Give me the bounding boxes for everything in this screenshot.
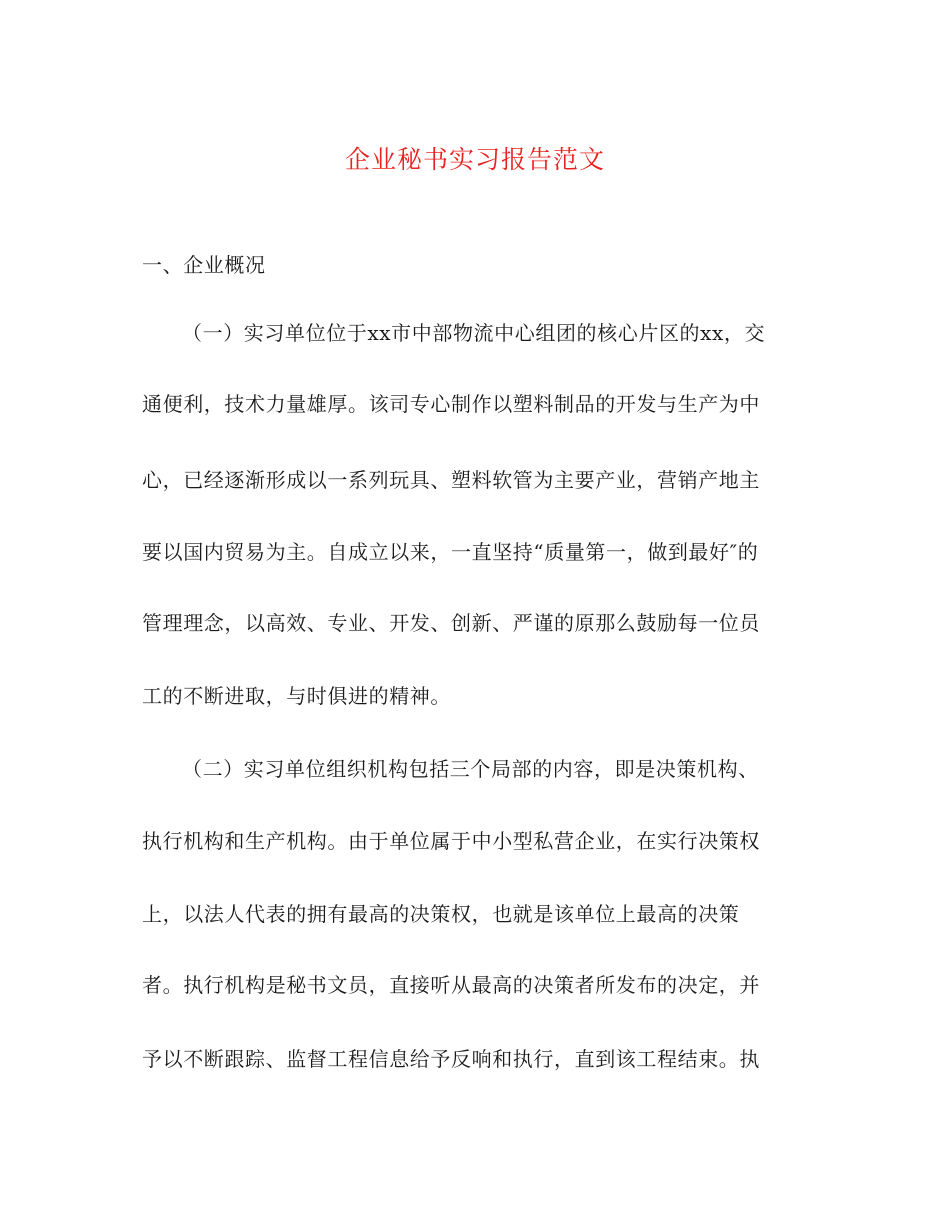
paragraph-line: 工的不断进取，与时俱进的精神。 [142, 684, 451, 708]
paragraph-line: 心，已经逐渐形成以一系列玩具、塑料软管为主要产业，营销产地主 [142, 468, 760, 492]
paragraph-line: 通便利，技术力量雄厚。该司专心制作以塑料制品的开发与生产为中 [142, 392, 760, 416]
paragraph-line: （一）实习单位位于xx市中部物流中心组团的核心片区的xx，交 [182, 321, 766, 345]
paragraph-line: 者。执行机构是秘书文员，直接听从最高的决策者所发布的决定，并 [142, 973, 760, 997]
document-title: 企业秘书实习报告范文 [344, 145, 605, 174]
paragraph-line: 执行机构和生产机构。由于单位属于中小型私营企业，在实行决策权 [142, 829, 760, 853]
paragraph-line: 要以国内贸易为主。自成立以来，一直坚持“质量第一，做到最好″的 [142, 540, 759, 564]
section-heading: 一、企业概况 [142, 253, 266, 277]
paragraph-line: 予以不断跟踪、监督工程信息给予反响和执行，直到该工程结束。执 [142, 1047, 760, 1071]
paragraph-line: 管理理念，以高效、专业、开发、创新、严谨的原那么鼓励每一位员 [142, 611, 760, 635]
paragraph-line: 上，以法人代表的拥有最高的决策权，也就是该单位上最高的决策 [142, 902, 740, 926]
paragraph-line: （二）实习单位组织机构包括三个局部的内容，即是决策机构、 [182, 757, 759, 781]
